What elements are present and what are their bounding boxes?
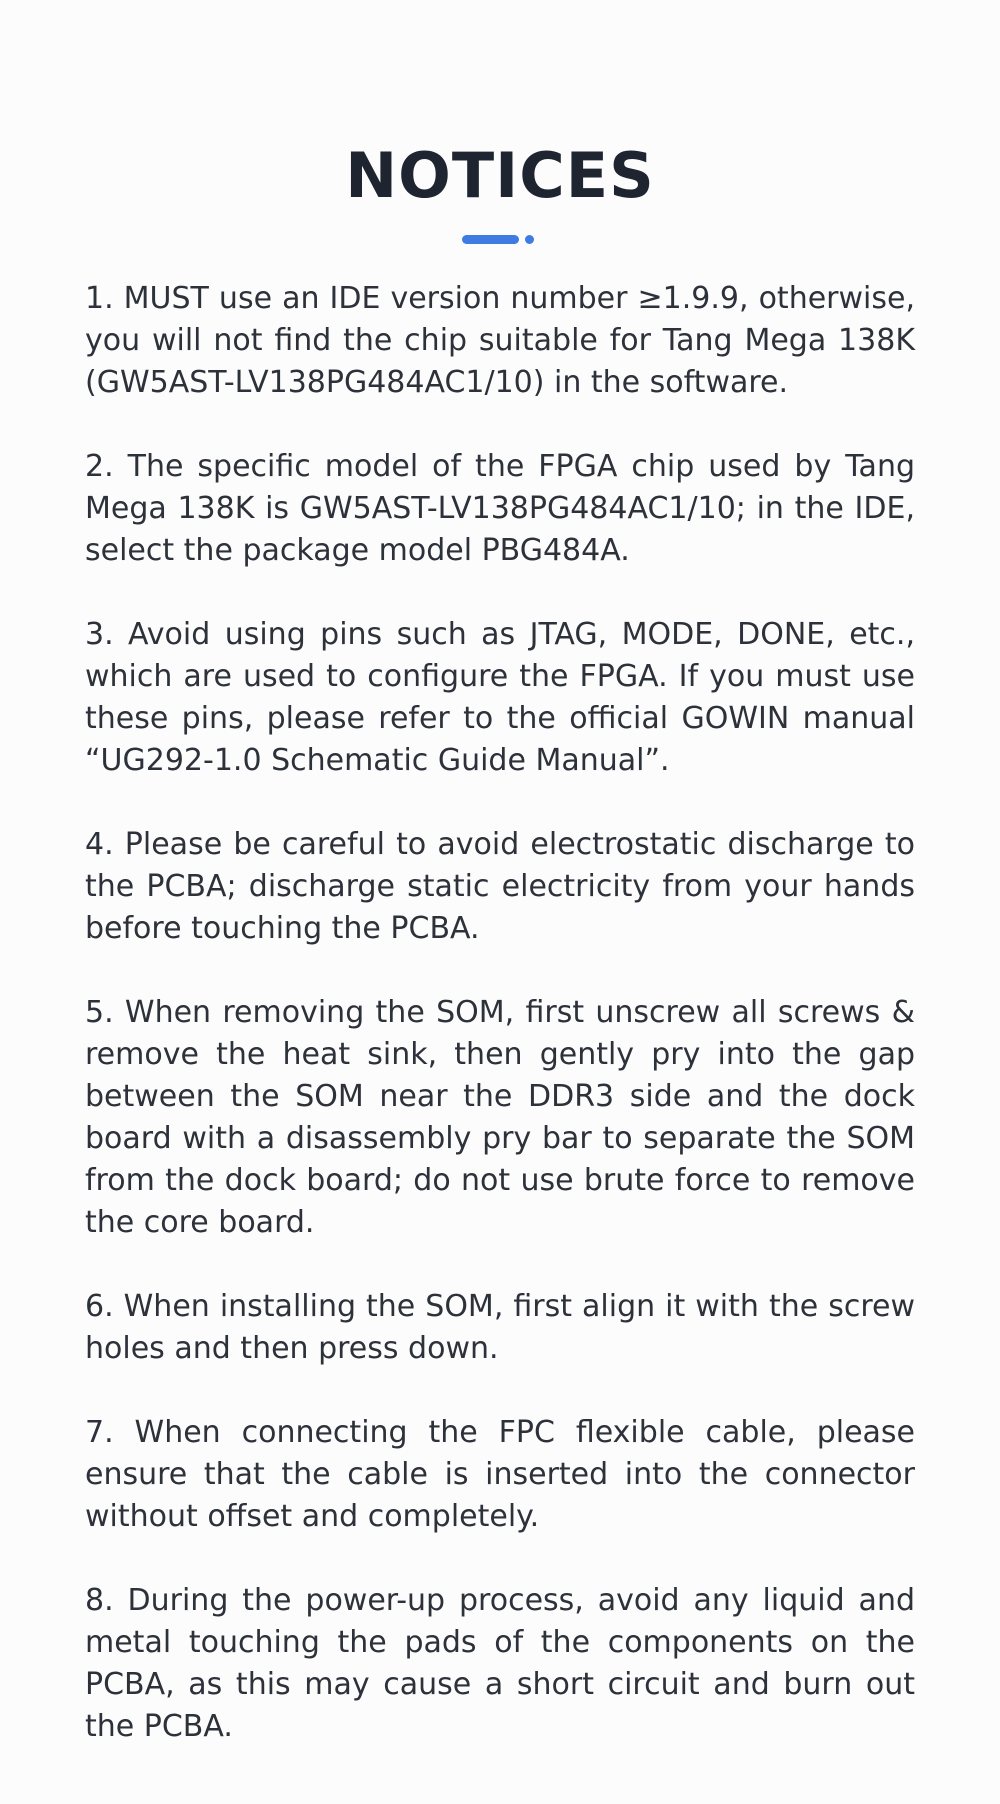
notice-item-5: 5. When removing the SOM, first unscrew all screws & remove the heat sink, then gently pry into the gap between the SOM near the DDR3 side and the dock board with a disassembly pry bar to separate the SOM from the dock board; do not use brute force to remove the core board. [85, 995, 915, 1240]
notice-item-1: 1. MUST use an IDE version number ≥1.9.9, otherwise, you will not find the chip suitable for Tang Mega 138K (GW5AST-LV138PG484AC1/10) in the software. [85, 281, 915, 400]
notice-list [85, 278, 915, 1748]
accent-bar [462, 235, 519, 244]
notice-item-6: 6. When installing the SOM, first align it with the screw holes and then press down. [85, 1289, 915, 1366]
accent-dot [525, 235, 534, 244]
notice-item-8: 8. During the power-up process, avoid any liquid and metal touching the pads of the components on the PCBA, as this may cause a short circuit and burn out the PCBA. [85, 1583, 915, 1744]
page-title: NOTICES [345, 139, 655, 212]
notice-item-3: 3. Avoid using pins such as JTAG, MODE, DONE, etc., which are used to configure the FPGA. If you must use these pins, please refer to the official GOWIN manual “UG292-1.0 Schematic Guide Manual”. [85, 617, 915, 778]
notice-item-2: 2. The specific model of the FPGA chip used by Tang Mega 138K is GW5AST-LV138PG484AC1/10; in the IDE, select the package model PBG484A. [85, 449, 915, 568]
notice-item-7: 7. When connecting the FPC flexible cable, please ensure that the cable is inserted into the connector without offset and completely. [85, 1415, 915, 1534]
notice-item-4: 4. Please be careful to avoid electrostatic discharge to the PCBA; discharge static electricity from your hands before touching the PCBA. [85, 827, 915, 946]
